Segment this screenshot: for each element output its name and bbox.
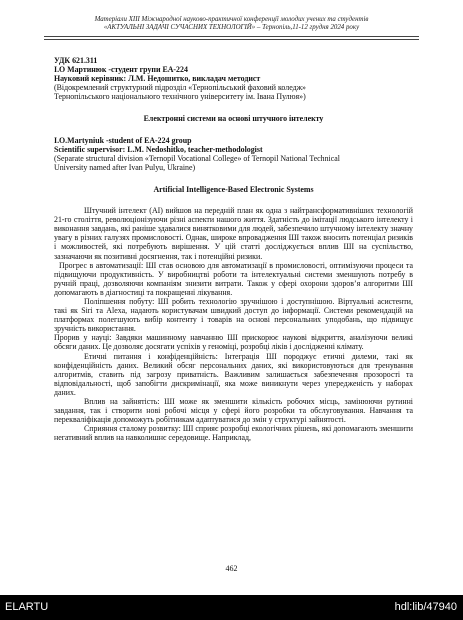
supervisor-ua: Науковий керівник: Л.М. Недошитко, викладач методист [54, 74, 261, 84]
paragraph-daily-life: Поліпшення побуту: ШІ робить технологію зручнішою і доступнішою. Віртуальні асистенти, такі як Siri та Alexa, надають користувачам швидкий доступ до інформації. Системи рекомендацій на платформах полегшують вибір контенту і товарів на основі персональних уподобань, що підвищує зручність використання. [54, 296, 413, 334]
author-en: I.O.Martyniuk -student of EA-224 group [54, 135, 192, 145]
page-number: 462 [225, 564, 238, 573]
repository-label: ELARTU [5, 601, 49, 613]
footer-bar [0, 595, 463, 620]
handle-link[interactable]: hdl:lib/47940 [394, 601, 457, 613]
conference-header [44, 16, 419, 33]
paragraph-science: Прорив у науці: Завдяки машинному навчанню ШІ прискорює наукові відкриття, аналізуючи великі обсяги даних. Це дозволяє досягати успіхів у геноміці, розробці ліків і дослідженні клімату. [54, 333, 413, 352]
affiliation-ua-line-1: (Відокремлений структурний підрозділ «Тернопільський фаховий коледж» [54, 83, 307, 93]
header-divider [44, 36, 419, 40]
affiliation-en-line-2: University named after Ivan Pulyu, Ukraine) [54, 162, 196, 172]
header-line-1: Матеріали XIII Міжнародної науково-практичної конференції молодих учених та студентів [94, 16, 369, 23]
article-content [54, 56, 413, 442]
supervisor-en: Scientific supervisor: L.M. Nedoshitko, teacher-methodologist [54, 144, 263, 154]
affiliation-ua-line-2: Тернопільського національного технічного університету ім. Івана Пулюя») [54, 92, 306, 102]
affiliation-en-line-1: (Separate structural division «Ternopil Vocational College» of Ternopil National Technical [54, 153, 340, 163]
udk-code: УДК 621.311 [54, 56, 98, 65]
paragraph-employment: Вплив на зайнятість: ШІ може як зменшити кількість робочих місць, замінюючи рутинні завдання, так і створити нові робочі місця у сфері його розробки та обслуговування. Навчання та перекваліфікація допоможуть робітникам адаптуватися до змін у структурі зайнятості. [54, 397, 413, 425]
title-ua: Електронні системи на основі штучного інтелекту [143, 114, 324, 124]
author-ua: І.О Мартинюк -студент групи ЕА-224 [54, 65, 188, 75]
paragraph-ethics: Етичні питання і конфіденційність: Інтеграція ШІ породжує етичні дилеми, такі як конфіденційність даних. Великий обсяг персональних даних, які використовуються для тренування алгоритмів, ставить під загрозу приватність. Важливим залишається забезпечення прозорості та відповідальності, щоб запобігти дискримінації, яка може виникнути через упередженість у наборах даних. [54, 351, 413, 397]
paragraph-intro: Штучний інтелект (AI) вийшов на передній план як одна з найтрансформативніших технологій 21-го століття, революціонізуючи різні аспекти нашого життя. Здатність до імітації людського інтелекту і виконання завдань, які раніше здавалися винятковими для людей, забезпечило штучному інтелекту значну увагу в різних галузях промисловості. Однак, широке впровадження ШІ також вносить потенціал ризиків і можливостей, які потребують вирішення. У цій статті досліджується вплив ШІ на суспільство, зазначаючи як позитивні досягнення, так і потенційні ризики. [54, 206, 413, 261]
header-line-2: «АКТУАЛЬНІ ЗАДАЧІ СУЧАСНИХ ТЕХНОЛОГІЙ» – Тернопіль,11-12 грудня 2024 року [103, 24, 360, 32]
paragraph-automation: Прогрес в автоматизації: ШІ став основою для автоматизації в промисловості, оптимізуючи процеси та підвищуючи продуктивність. У виробництві роботи та інтелектуальні системи зменшують потребу в ручній праці, дозволяючи компаніям знизити витрати. Також у сфері охорони здоров’я алгоритми ШІ допомагають в діагностиці та покращенні лікування. [54, 260, 413, 297]
paragraph-sustainability: Сприяння сталому розвитку: ШІ сприяє розробці екологічних рішень, які допомагають зменшити негативний вплив на навколишнє середовище. Наприклад, [54, 424, 413, 443]
title-en: Artificial Intelligence-Based Electronic Systems [153, 184, 314, 194]
